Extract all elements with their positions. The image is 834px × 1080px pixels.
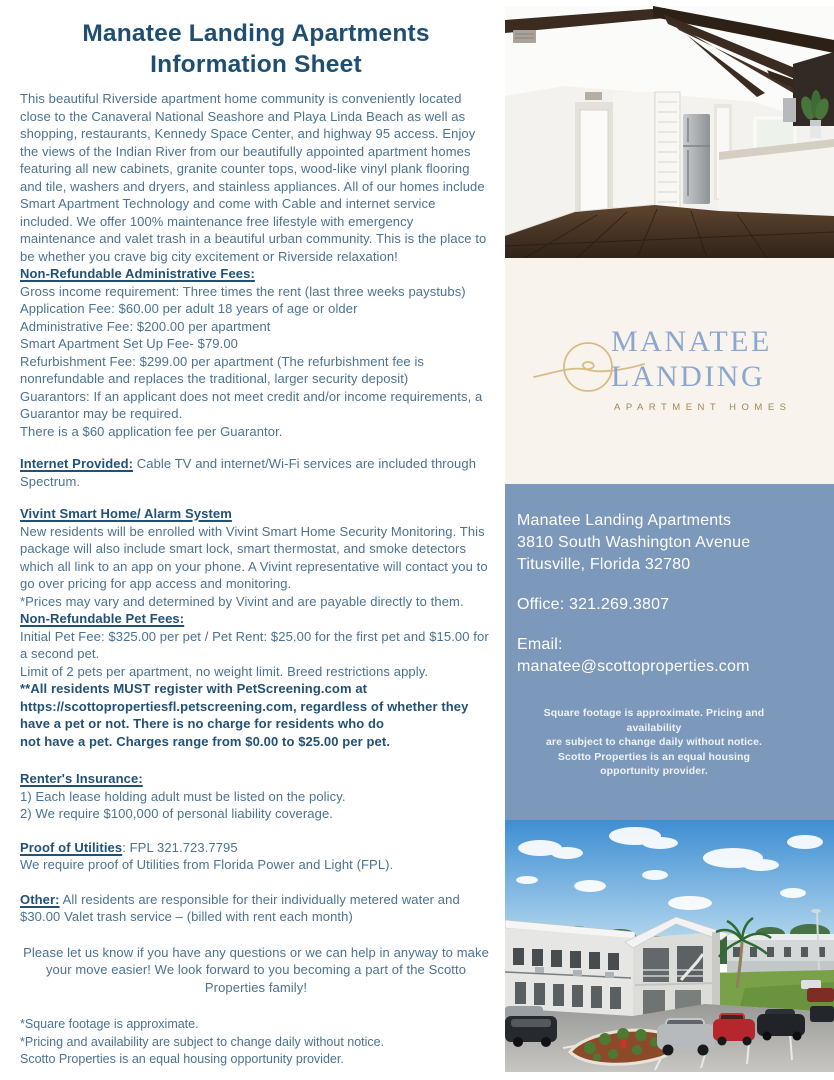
pet-fees-section bbox=[20, 610, 492, 750]
renters-insurance-section bbox=[20, 770, 492, 823]
title-line-1: Manatee Landing Apartments bbox=[82, 20, 430, 47]
logo-text bbox=[611, 324, 792, 413]
admin-fees-section bbox=[20, 265, 492, 440]
pet-screening-requirement: not have a pet. Charges range from $0.00 to $25.00 per pet. bbox=[20, 733, 391, 749]
disclaimer-line: Scotto Properties is an equal housing bbox=[557, 750, 751, 763]
contact-address-line: 3810 South Washington Avenue bbox=[517, 534, 751, 551]
other-heading: Other: bbox=[20, 891, 60, 907]
page-title bbox=[20, 18, 492, 80]
footnote-line: Scotto Properties is an equal housing opportunity provider. bbox=[20, 1052, 344, 1066]
title-line-2: Information Sheet bbox=[150, 51, 362, 78]
disclaimer-line: are subject to change daily without notice. bbox=[545, 736, 763, 748]
exterior-photo bbox=[505, 820, 834, 1072]
contact-email: manatee@scottoproperties.com bbox=[517, 658, 750, 675]
other-section bbox=[20, 891, 492, 926]
disclaimer-line: availability bbox=[626, 721, 682, 734]
footnote-line: *Pricing and availability are subject to change daily without notice. bbox=[20, 1034, 385, 1049]
main-content-column bbox=[20, 18, 492, 996]
pet-fees-heading: Non-Refundable Pet Fees: bbox=[20, 611, 185, 626]
brand-logo bbox=[505, 258, 834, 484]
interior-photo-illustration bbox=[505, 6, 834, 258]
admin-fees-heading: Non-Refundable Administrative Fees: bbox=[20, 266, 255, 281]
vivint-note: *Prices may vary and determined by Vivint and are payable directly to them. bbox=[20, 593, 464, 609]
utilities-phone: : FPL 321.723.7795 bbox=[122, 839, 238, 855]
pet-fee-line: Limit of 2 pets per apartment, no weight limit. Breed restrictions apply. bbox=[20, 663, 429, 679]
contact-address-line: Titusville, Florida 32780 bbox=[517, 556, 691, 573]
renters-insurance-line: 1) Each lease holding adult must be listed on the policy. bbox=[20, 788, 346, 804]
admin-fee-line: Application Fee: $60.00 per adult 18 years of age or older bbox=[20, 301, 358, 316]
disclaimer-line: opportunity provider. bbox=[600, 765, 708, 777]
renters-insurance-line: 2) We require $100,000 of personal liability coverage. bbox=[20, 806, 334, 821]
pet-screening-requirement: **All residents MUST register with PetScreening.com at https://scottopropertiesfl.petscreening.com, regardless of whether they have a pet or not. There is no charge for residents who do bbox=[20, 681, 469, 731]
utilities-section bbox=[20, 839, 492, 874]
utilities-heading: Proof of Utilities bbox=[20, 839, 123, 855]
renters-insurance-heading: Renter's Insurance: bbox=[20, 771, 143, 786]
admin-fee-line: Smart Apartment Set Up Fee- $79.00 bbox=[20, 336, 239, 351]
admin-fee-line: Administrative Fee: $200.00 per apartment bbox=[20, 318, 271, 334]
admin-fee-line: Gross income requirement: Three times the rent (last three weeks paystubs) bbox=[20, 283, 466, 299]
admin-fee-line: Refurbishment Fee: $299.00 per apartment (The refurbishment fee is nonrefundable and replaces the traditional, larger security deposit) bbox=[20, 353, 425, 386]
contact-email-label: Email: bbox=[517, 636, 563, 653]
vivint-section bbox=[20, 505, 492, 610]
contact-office-phone: Office: 321.269.3807 bbox=[517, 596, 670, 613]
logo-name-line-1: MANATEE bbox=[611, 325, 772, 358]
logo-tagline: APARTMENT HOMES bbox=[614, 402, 792, 413]
footnotes bbox=[20, 1016, 492, 1069]
admin-fee-line: Guarantors: If an applicant does not meet credit and/or income requirements, a Guarantor may be required. bbox=[20, 388, 483, 421]
exterior-photo-illustration bbox=[505, 820, 834, 1072]
vivint-heading: Vivint Smart Home/ Alarm System bbox=[20, 506, 232, 521]
footnote-line: *Square footage is approximate. bbox=[20, 1017, 199, 1031]
vivint-body: New residents will be enrolled with Vivint Smart Home Security Monitoring. This package will also include smart lock, smart thermostat, and smoke detectors which all link to an app on your phone. A Vivint representative will contact you to go over pricing for app access and monitoring. bbox=[20, 523, 488, 591]
internet-text: Cable TV and internet/Wi-Fi services are included through Spectrum. bbox=[20, 456, 477, 489]
other-text: All residents are responsible for their individually metered water and $30.00 Valet trash service – (billed with rent each month) bbox=[20, 891, 460, 924]
disclaimer-line: Square footage is approximate. Pricing and bbox=[543, 707, 765, 719]
contact-disclaimer bbox=[529, 706, 779, 779]
contact-name: Manatee Landing Apartments bbox=[517, 512, 732, 529]
logo-name-line-2: LANDING bbox=[611, 360, 766, 393]
contact-card bbox=[505, 484, 834, 820]
pet-fee-line: Initial Pet Fee: $325.00 per pet / Pet Rent: $25.00 for the first pet and $15.00 for a second pet. bbox=[20, 628, 489, 661]
admin-fee-line: There is a $60 application fee per Guarantor. bbox=[20, 423, 283, 439]
internet-section bbox=[20, 455, 492, 490]
intro-paragraph: This beautiful Riverside apartment home community is conveniently located close to the Canaveral National Seashore and Playa Linda Beach as well as shopping, restaurants, Kennedy Space Center, and highway 95 access. Enjoy the views of the Indian River from our beautifully appointed apartment homes featuring all new cabinets, granite counter tops, wood-like vinyl plank flooring and tile, washers and dryers, and stainless appliances. All of our homes include Smart Apartment Technology and come with Cable and internet service included. We offer 100% maintenance free lifestyle with emergency maintenance and valet trash in a beautiful urban community. This is the place to be whether you crave big city excitement or Riverside relaxation! bbox=[20, 91, 487, 264]
internet-heading: Internet Provided: bbox=[20, 456, 134, 471]
closing-paragraph: Please let us know if you have any questions or we can help in anyway to make your move easier! We look forward to you becoming a part of the Scotto Properties family! bbox=[23, 944, 489, 995]
interior-photo bbox=[505, 6, 834, 258]
utilities-line: We require proof of Utilities from Florida Power and Light (FPL). bbox=[20, 857, 394, 872]
